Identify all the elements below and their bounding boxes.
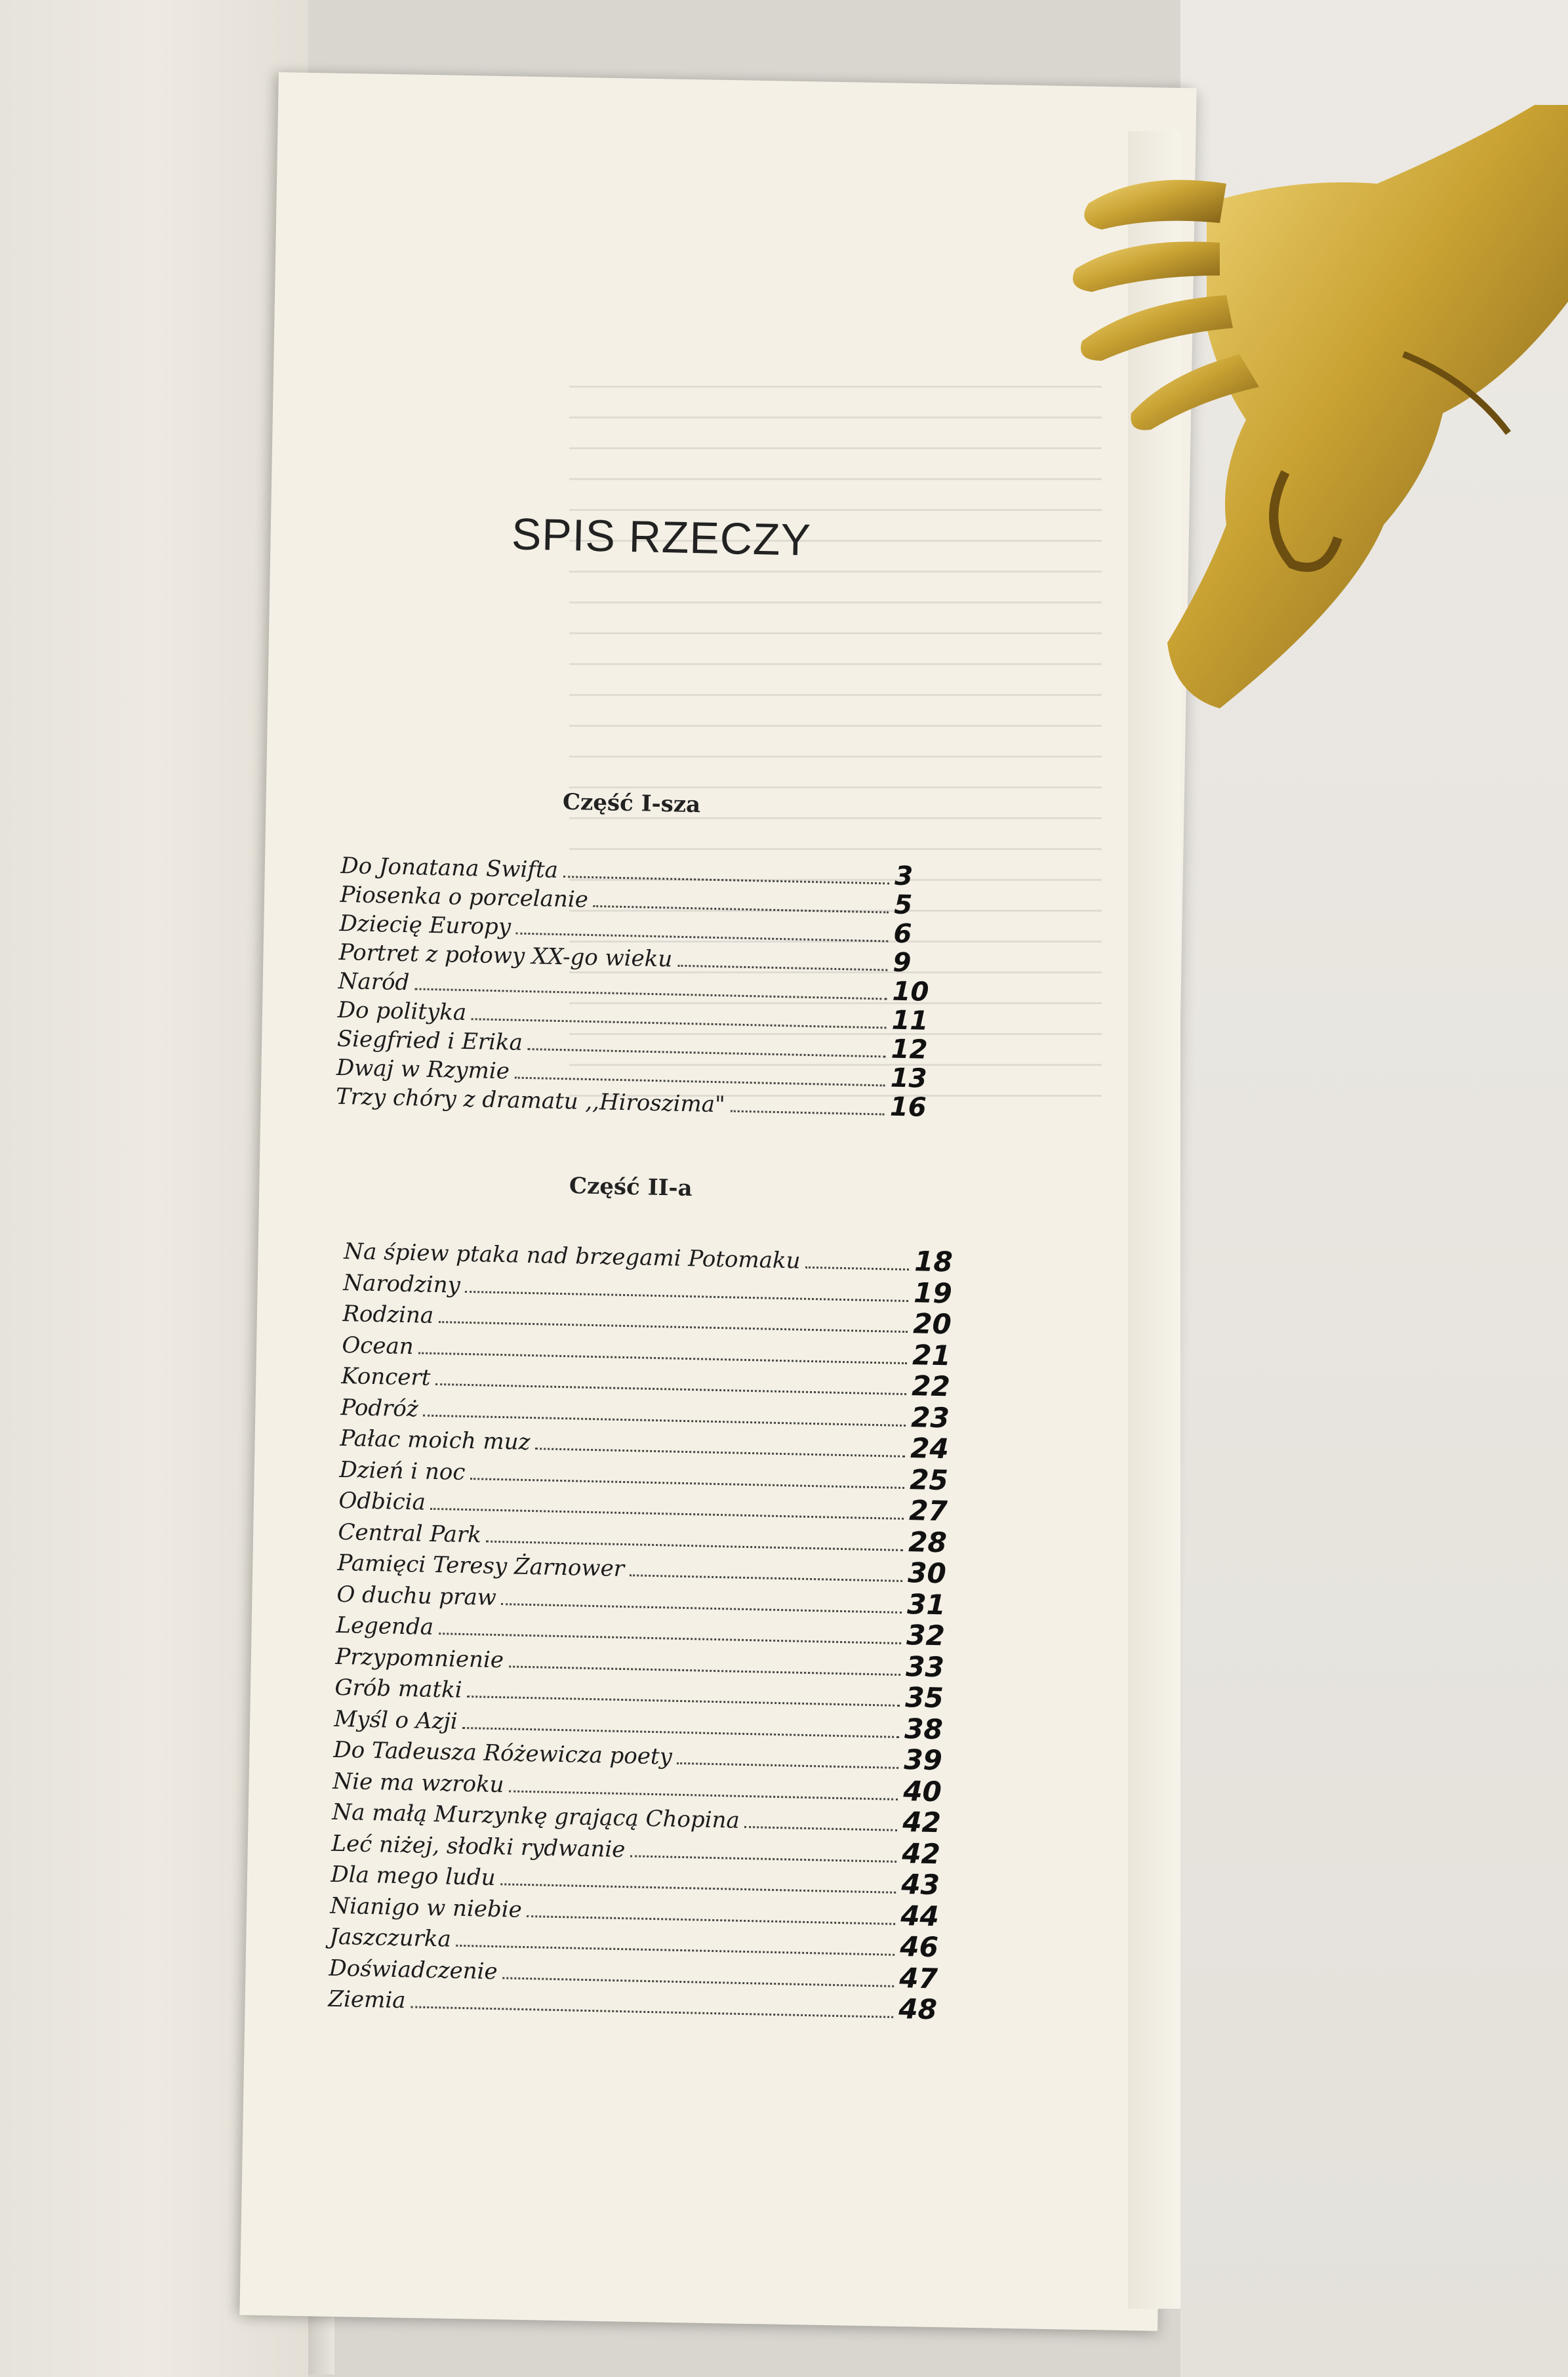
toc-entry-title: Pałac moich muz (340, 1425, 531, 1456)
toc-dot-leader (431, 1495, 904, 1520)
toc-entry-page-number: 12 (891, 1034, 928, 1065)
toc-entry-title: Do polityka (337, 996, 467, 1026)
toc-entry-page-number: 38 (904, 1712, 944, 1745)
toc-entry-page-number: 5 (893, 889, 913, 921)
toc-entry-page-number: 23 (910, 1400, 950, 1434)
toc-entry-page-number: 40 (902, 1774, 942, 1808)
section-heading-2: Część II-a (569, 1173, 693, 1202)
toc-entry-title: Nianigo w niebie (330, 1892, 523, 1923)
toc-entry-title: Leć niżej, słodki rydwanie (331, 1830, 626, 1863)
toc-dot-leader (502, 1964, 894, 1987)
toc-dot-leader (466, 1278, 909, 1302)
toc-dot-leader (470, 1465, 904, 1489)
toc-entry-title: Przypomnienie (335, 1643, 504, 1673)
toc-entry-title: Dzień i noc (339, 1456, 466, 1486)
toc-entry-page-number: 43 (900, 1868, 940, 1901)
toc-dot-leader (502, 1591, 902, 1613)
toc-dot-leader (745, 1814, 898, 1831)
toc-entry-page-number: 35 (904, 1681, 944, 1715)
toc-entry-title: Do Jonatana Swifta (340, 852, 559, 884)
toc-entry-page-number: 9 (893, 947, 912, 979)
section-heading-1: Część I-sza (562, 788, 701, 819)
toc-dot-leader (435, 1371, 906, 1395)
toc-dot-leader (677, 952, 888, 971)
toc-dot-leader (467, 1683, 900, 1707)
brass-hand-clip-icon (1010, 105, 1568, 721)
toc-entry-page-number: 33 (905, 1650, 945, 1683)
toc-entry-page-number: 11 (891, 1005, 929, 1036)
toc-dot-leader (515, 1065, 885, 1087)
toc-entry-page-number: 44 (900, 1899, 940, 1932)
toc-dot-leader (439, 1620, 902, 1644)
toc-entry-page-number: 24 (910, 1432, 950, 1465)
toc-dot-leader (805, 1254, 909, 1270)
toc-entry-page-number: 46 (899, 1930, 939, 1964)
toc-entry-page-number: 31 (906, 1587, 946, 1621)
toc-entry-page-number: 22 (911, 1370, 951, 1403)
toc-entry-page-number: 42 (901, 1837, 941, 1870)
toc-entry-title: Legenda (336, 1612, 434, 1640)
toc-entry-title: Koncert (341, 1362, 431, 1391)
toc-dot-leader (527, 1903, 896, 1924)
toc-entry-page-number: 13 (890, 1063, 928, 1094)
toc-entry-title: Na śpiew ptaka nad brzegami Potomaku (343, 1238, 801, 1274)
toc-dot-leader (439, 1309, 908, 1333)
toc-entry-title: Dziecię Europy (339, 910, 512, 941)
toc-entry-page-number: 28 (908, 1525, 948, 1558)
toc-dot-leader (487, 1528, 904, 1551)
toc-dot-leader (509, 1778, 898, 1800)
toc-dot-leader (463, 1715, 900, 1738)
toc-entry-page-number: 19 (913, 1276, 953, 1309)
toc-entry-title: Pamięci Teresy Żarnower (337, 1549, 625, 1583)
toc-list-part-1 (336, 849, 935, 1122)
toc-entry-title: Siegfried i Erika (336, 1025, 523, 1056)
toc-entry-page-number: 16 (889, 1091, 927, 1123)
toc-entry-title: Na małą Murzynkę grającą Chopina (332, 1798, 740, 1834)
toc-entry-title: Grób matki (334, 1674, 462, 1703)
toc-dot-leader (500, 1871, 896, 1894)
toc-entry-page-number: 30 (907, 1556, 947, 1590)
page-title: SPIS RZECZY (511, 509, 812, 565)
toc-entry-title: Central Park (338, 1518, 482, 1548)
toc-entry-page-number: 6 (893, 918, 912, 950)
toc-dot-leader (411, 1994, 893, 2018)
toc-dot-leader (456, 1932, 895, 1956)
toc-dot-leader (630, 1842, 896, 1862)
toc-dot-leader (563, 863, 890, 884)
toc-entry-page-number: 27 (908, 1494, 948, 1528)
toc-entry-page-number: 18 (914, 1245, 954, 1278)
toc-dot-leader (528, 1036, 886, 1057)
toc-list-part-2 (328, 1233, 954, 2025)
toc-entry-title: Naród (338, 967, 410, 996)
toc-dot-leader (509, 1653, 901, 1675)
toc-entry-page-number: 39 (903, 1743, 943, 1777)
toc-entry-title: Doświadczenie (329, 1955, 498, 1985)
toc-entry-title: Jaszczurka (329, 1923, 452, 1953)
toc-entry-title: Do Tadeusza Różewicza poety (333, 1736, 673, 1770)
toc-entry-title: Trzy chóry z dramatu ,,Hiroszima" (335, 1083, 726, 1118)
toc-dot-leader (535, 1435, 905, 1457)
toc-entry-title: O duchu praw (336, 1581, 497, 1611)
toc-entry-title: Ziemia (328, 1985, 406, 2014)
toc-entry-title: Piosenka o porcelanie (340, 881, 589, 913)
toc-entry-title: Podróż (340, 1394, 419, 1422)
toc-dot-leader (730, 1098, 885, 1116)
toc-entry-title: Dla mego ludu (331, 1861, 496, 1892)
toc-entry-page-number: 3 (894, 861, 914, 892)
toc-entry-page-number: 25 (909, 1463, 949, 1496)
toc-dot-leader (472, 1006, 887, 1029)
toc-entry-page-number: 20 (912, 1307, 952, 1341)
toc-entry-page-number: 47 (898, 1961, 938, 1995)
toc-entry-title: Rodzina (342, 1300, 434, 1329)
toc-dot-leader (593, 893, 889, 913)
toc-dot-leader (677, 1750, 899, 1769)
toc-entry-title: Myśl o Azji (334, 1705, 458, 1735)
toc-dot-leader (630, 1562, 903, 1582)
toc-entry-page-number: 48 (898, 1992, 938, 2026)
toc-entry-title: Nie ma wzroku (332, 1768, 504, 1798)
toc-entry-title: Narodziny (343, 1269, 461, 1299)
toc-entry-page-number: 21 (912, 1338, 952, 1371)
toc-entry-title: Ocean (342, 1331, 414, 1360)
toc-entry-title: Dwaj w Rzymie (336, 1054, 510, 1085)
toc-dot-leader (516, 920, 889, 943)
toc-entry-page-number: 32 (906, 1619, 946, 1652)
toc-entry-title: Portret z połowy XX-go wieku (338, 939, 673, 973)
toc-entry-title: Odbicia (338, 1487, 426, 1516)
toc-entry-page-number: 42 (902, 1806, 942, 1839)
toc-entry-page-number: 10 (892, 976, 929, 1007)
